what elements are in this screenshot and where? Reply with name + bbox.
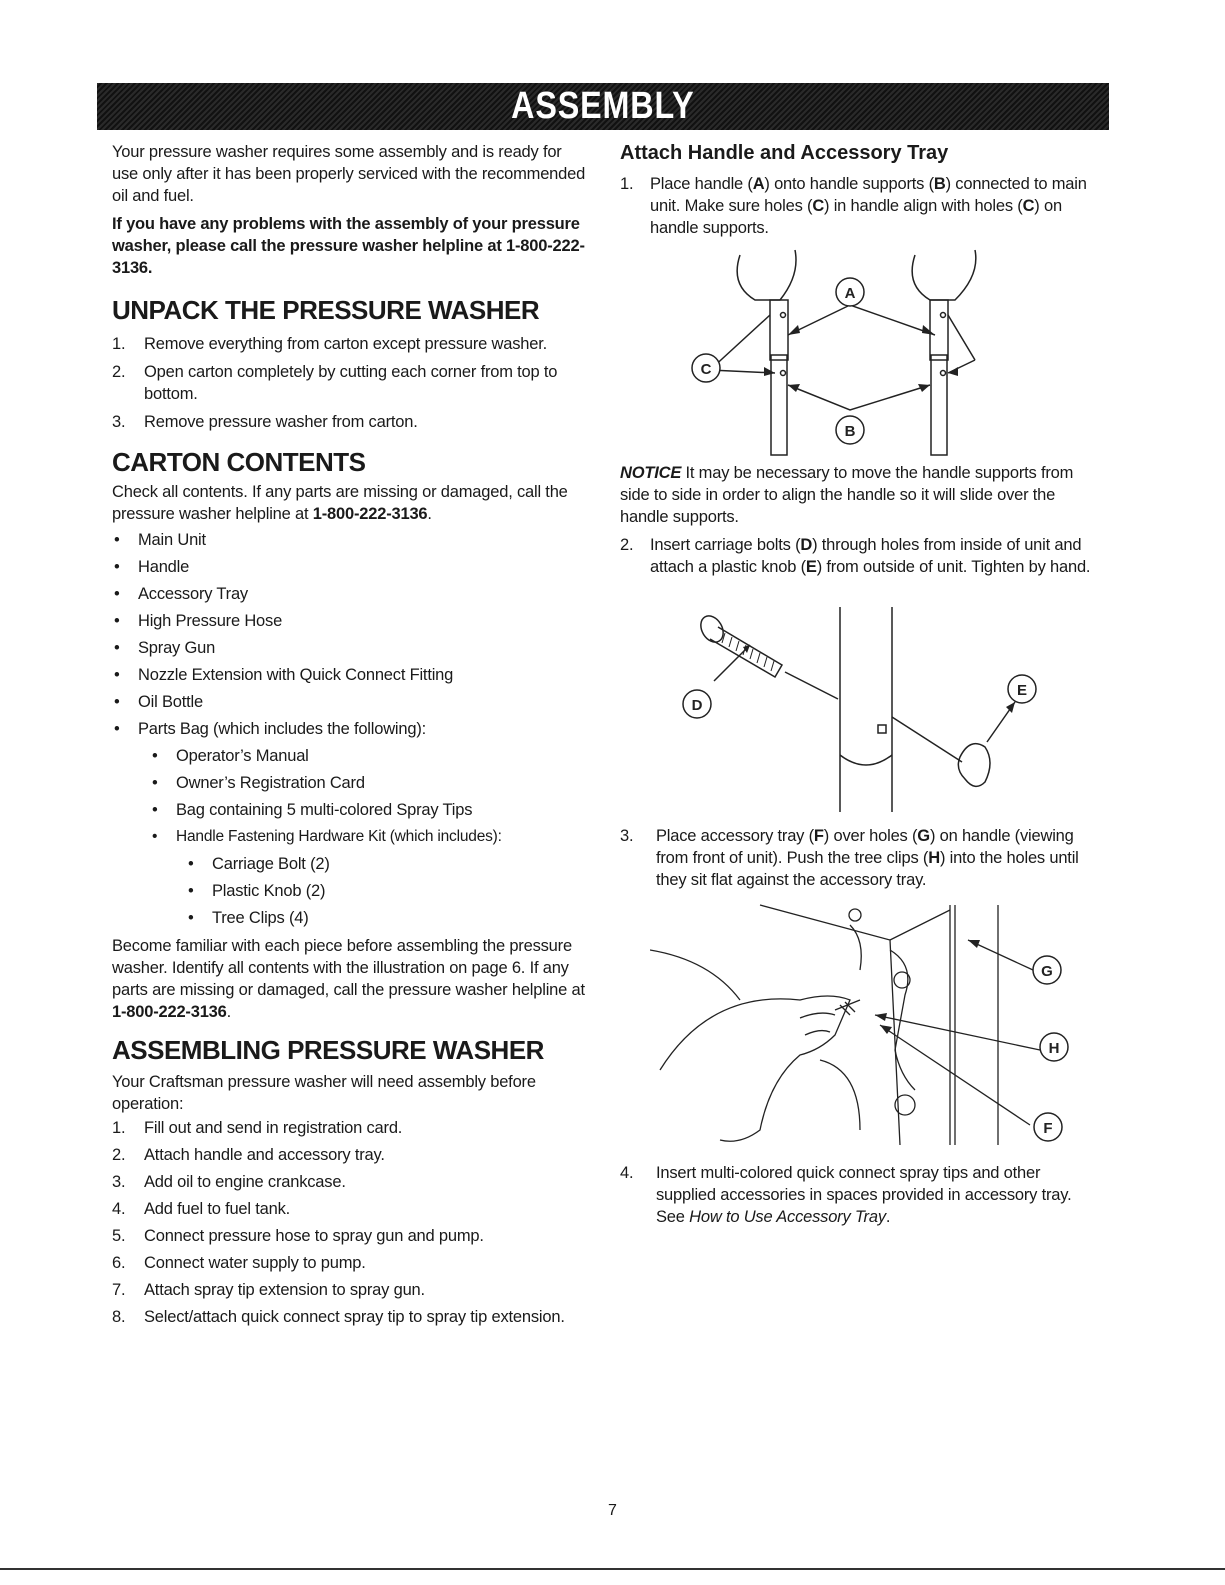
list-item: 2. Open carton completely by cutting each corner from top to bottom. xyxy=(112,363,558,403)
left-column xyxy=(112,141,590,1328)
attach-heading: Attach Handle and Accessory Tray xyxy=(620,142,949,164)
callout-g: G xyxy=(1041,963,1053,980)
callout-d: D xyxy=(691,697,703,714)
right-column-step3 xyxy=(620,825,1100,891)
bottom-rule xyxy=(0,1568,1225,1570)
callout-b: B xyxy=(844,423,856,440)
callout-e: E xyxy=(1016,682,1028,699)
accessory-tray-illustration xyxy=(650,900,1080,1150)
notice-text: NOTICE It may be necessary to move the handle supports from side to side in order to align the handle so it will slide over the handle supports. xyxy=(620,464,1074,526)
accessory-tray-reference: How to Use Accessory Tray xyxy=(689,1208,886,1226)
callout-c: C xyxy=(700,361,712,378)
notice-label: NOTICE xyxy=(620,464,682,482)
list-item: 7. Attach spray tip extension to spray gun. xyxy=(112,1281,425,1299)
right-column-step4 xyxy=(620,1162,1100,1228)
list-item: • Oil Bottle xyxy=(114,693,203,711)
list-item: 1. Remove everything from carton except pressure washer. xyxy=(112,335,548,353)
carton-items xyxy=(112,529,590,740)
carton-heading: CARTON CONTENTS xyxy=(112,447,366,477)
list-item: • Operator’s Manual xyxy=(152,747,309,765)
list-item: • Tree Clips (4) xyxy=(188,909,309,927)
list-item: • Accessory Tray xyxy=(114,585,248,603)
intro-text: Your pressure washer requires some assembly and is ready for use only after it has been properly serviced with the recommended oil and fuel. xyxy=(112,143,586,205)
list-item: 8. Select/attach quick connect spray tip to spray tip extension. xyxy=(112,1308,565,1326)
assembling-heading: ASSEMBLING PRESSURE WASHER xyxy=(112,1035,544,1065)
assembling-intro: Your Craftsman pressure washer will need assembly before operation: xyxy=(112,1073,536,1113)
hand-left xyxy=(737,250,796,300)
hardware-kit-items xyxy=(112,853,590,929)
list-item: 2. Attach handle and accessory tray. xyxy=(112,1146,385,1164)
list-item: • Parts Bag (which includes the following): xyxy=(114,720,427,738)
list-item: 3. Place accessory tray (F) over holes (G) on handle (viewing from front of unit). Push the tree clips (H) into the holes until they sit flat against the accessory tray. xyxy=(620,827,1079,889)
assembling-steps xyxy=(112,1117,590,1328)
list-item: 4. Insert multi-colored quick connect spray tips and other supplied accessories in spaces provided in accessory tray. See How to Use Accessory Tray. xyxy=(620,1164,1072,1226)
helpline-note: If you have any problems with the assembly of your pressure washer, please call the pressure washer helpline at 1-800-222-3136. xyxy=(112,215,585,277)
list-item: • Handle xyxy=(114,558,190,576)
list-item: 6. Connect water supply to pump. xyxy=(112,1254,366,1272)
section-banner xyxy=(97,83,1109,130)
list-item: 1. Fill out and send in registration card. xyxy=(112,1119,403,1137)
list-item: 3. Remove pressure washer from carton. xyxy=(112,413,418,431)
list-item: 3. Add oil to engine crankcase. xyxy=(112,1173,346,1191)
callout-f: F xyxy=(1043,1120,1053,1137)
list-item: 5. Connect pressure hose to spray gun and pump. xyxy=(112,1227,484,1245)
carton-intro: Check all contents. If any parts are missing or damaged, call the pressure washer helpline at 1-800-222-3136. xyxy=(112,483,568,523)
hand-right xyxy=(912,250,976,300)
list-item: • Plastic Knob (2) xyxy=(188,882,326,900)
list-item: 4. Add fuel to fuel tank. xyxy=(112,1200,291,1218)
unpack-heading: UNPACK THE PRESSURE WASHER xyxy=(112,295,540,325)
list-item: • Handle Fastening Hardware Kit (which includes): xyxy=(152,828,502,845)
bolt-knob-illustration xyxy=(670,607,1050,817)
attach-step-2 xyxy=(620,534,1100,578)
callout-h: H xyxy=(1048,1040,1060,1057)
list-item: • Nozzle Extension with Quick Connect Fitting xyxy=(114,666,454,684)
banner-title: ASSEMBLY xyxy=(511,85,695,127)
unpack-steps xyxy=(112,333,590,433)
list-item: • Bag containing 5 multi-colored Spray Tips xyxy=(152,801,473,819)
list-item: • Spray Gun xyxy=(114,639,216,657)
right-column-notice xyxy=(620,462,1100,578)
attach-step-4 xyxy=(620,1162,1100,1228)
list-item: 1. Place handle (A) onto handle supports (B) connected to main unit. Make sure holes (C) in handle align with holes (C) on handle supports. xyxy=(620,175,1087,237)
attach-step-3 xyxy=(620,825,1100,891)
list-item: • Owner’s Registration Card xyxy=(152,774,365,792)
list-item: • Carriage Bolt (2) xyxy=(188,855,330,873)
right-column-top xyxy=(620,141,1100,239)
page-number: 7 xyxy=(608,1502,617,1519)
list-item: • Main Unit xyxy=(114,531,206,549)
carton-outro: Become familiar with each piece before assembling the pressure washer. Identify all contents with the illustration on page 6. If any parts are missing or damaged, call the pressure washer helpline at 1-800-222-3136. xyxy=(112,937,585,1021)
list-item: • High Pressure Hose xyxy=(114,612,283,630)
list-item: 2. Insert carriage bolts (D) through holes from inside of unit and attach a plastic knob (E) from outside of unit. Tighten by hand. xyxy=(620,536,1091,576)
attach-step-1 xyxy=(620,173,1100,239)
parts-bag-items xyxy=(112,745,590,848)
handle-support-illustration xyxy=(680,245,1000,460)
callout-a: A xyxy=(844,285,856,302)
